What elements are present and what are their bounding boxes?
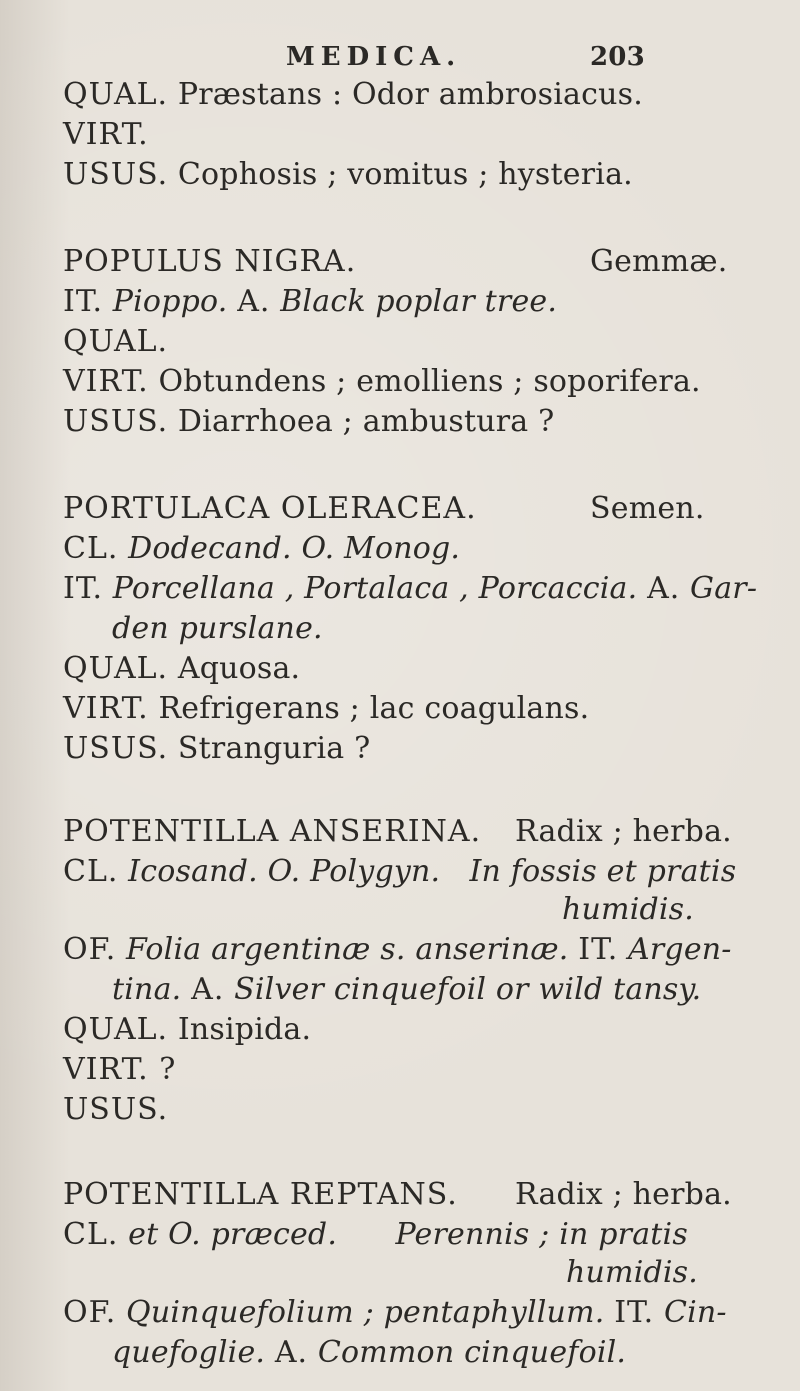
entry-line: VIRT. bbox=[63, 117, 149, 152]
entry-line: USUS. Diarrhoea ; ambustura ? bbox=[63, 404, 555, 439]
entry-line: USUS. Stranguria ? bbox=[63, 731, 371, 766]
entry-line: den purslane. bbox=[112, 611, 323, 646]
entry-line: VIRT. Refrigerans ; lac coagulans. bbox=[63, 691, 590, 726]
entry-line: quefoglie. A. Common cinquefoil. bbox=[112, 1335, 627, 1370]
entry-line: QUAL. Aquosa. bbox=[63, 651, 301, 686]
entry-line: IT. Porcellana , Portalaca , Porcaccia. A. Gar- bbox=[63, 571, 758, 606]
page-number: 203 bbox=[590, 42, 645, 72]
entry-line: USUS. bbox=[63, 1092, 169, 1127]
entry-line: QUAL. Insipida. bbox=[63, 1012, 312, 1047]
entry-part: Semen. bbox=[590, 491, 705, 526]
entry-part: Gemmæ. bbox=[590, 244, 728, 279]
entry-line: VIRT. Obtundens ; emolliens ; soporifera. bbox=[63, 364, 701, 399]
entry-line: QUAL. Præstans : Odor ambrosiacus. bbox=[63, 77, 643, 112]
entry-line: humidis. bbox=[566, 1255, 699, 1290]
entry-line: VIRT. ? bbox=[63, 1052, 177, 1087]
entry-line: tina. A. Silver cinquefoil or wild tansy. bbox=[112, 972, 702, 1007]
entry-line: QUAL. bbox=[63, 324, 169, 359]
entry-heading: POTENTILLA ANSERINA. bbox=[63, 814, 482, 849]
entry-line: USUS. Cophosis ; vomitus ; hysteria. bbox=[63, 157, 633, 192]
entry-line: humidis. bbox=[562, 892, 695, 927]
entry-line: OF. Quinquefolium ; pentaphyllum. IT. Cin- bbox=[63, 1295, 727, 1330]
entry-part: Radix ; herba. bbox=[515, 1177, 732, 1212]
entry-line: CL. et O. præced. Perennis ; in pratis bbox=[63, 1217, 688, 1252]
entry-heading: PORTULACA OLERACEA. bbox=[63, 491, 477, 526]
entry-line: CL. Dodecand. O. Monog. bbox=[63, 531, 461, 566]
entry-line: CL. Icosand. O. Polygyn. In fossis et pratis bbox=[63, 854, 737, 889]
entry-heading: POPULUS NIGRA. bbox=[63, 244, 357, 279]
running-head: MEDICA. bbox=[286, 42, 462, 72]
entry-line: IT. Pioppo. A. Black poplar tree. bbox=[63, 284, 558, 319]
entry-heading: POTENTILLA REPTANS. bbox=[63, 1177, 458, 1212]
entry-line: OF. Folia argentinæ s. anserinæ. IT. Argen- bbox=[63, 932, 732, 967]
entry-part: Radix ; herba. bbox=[515, 814, 732, 849]
